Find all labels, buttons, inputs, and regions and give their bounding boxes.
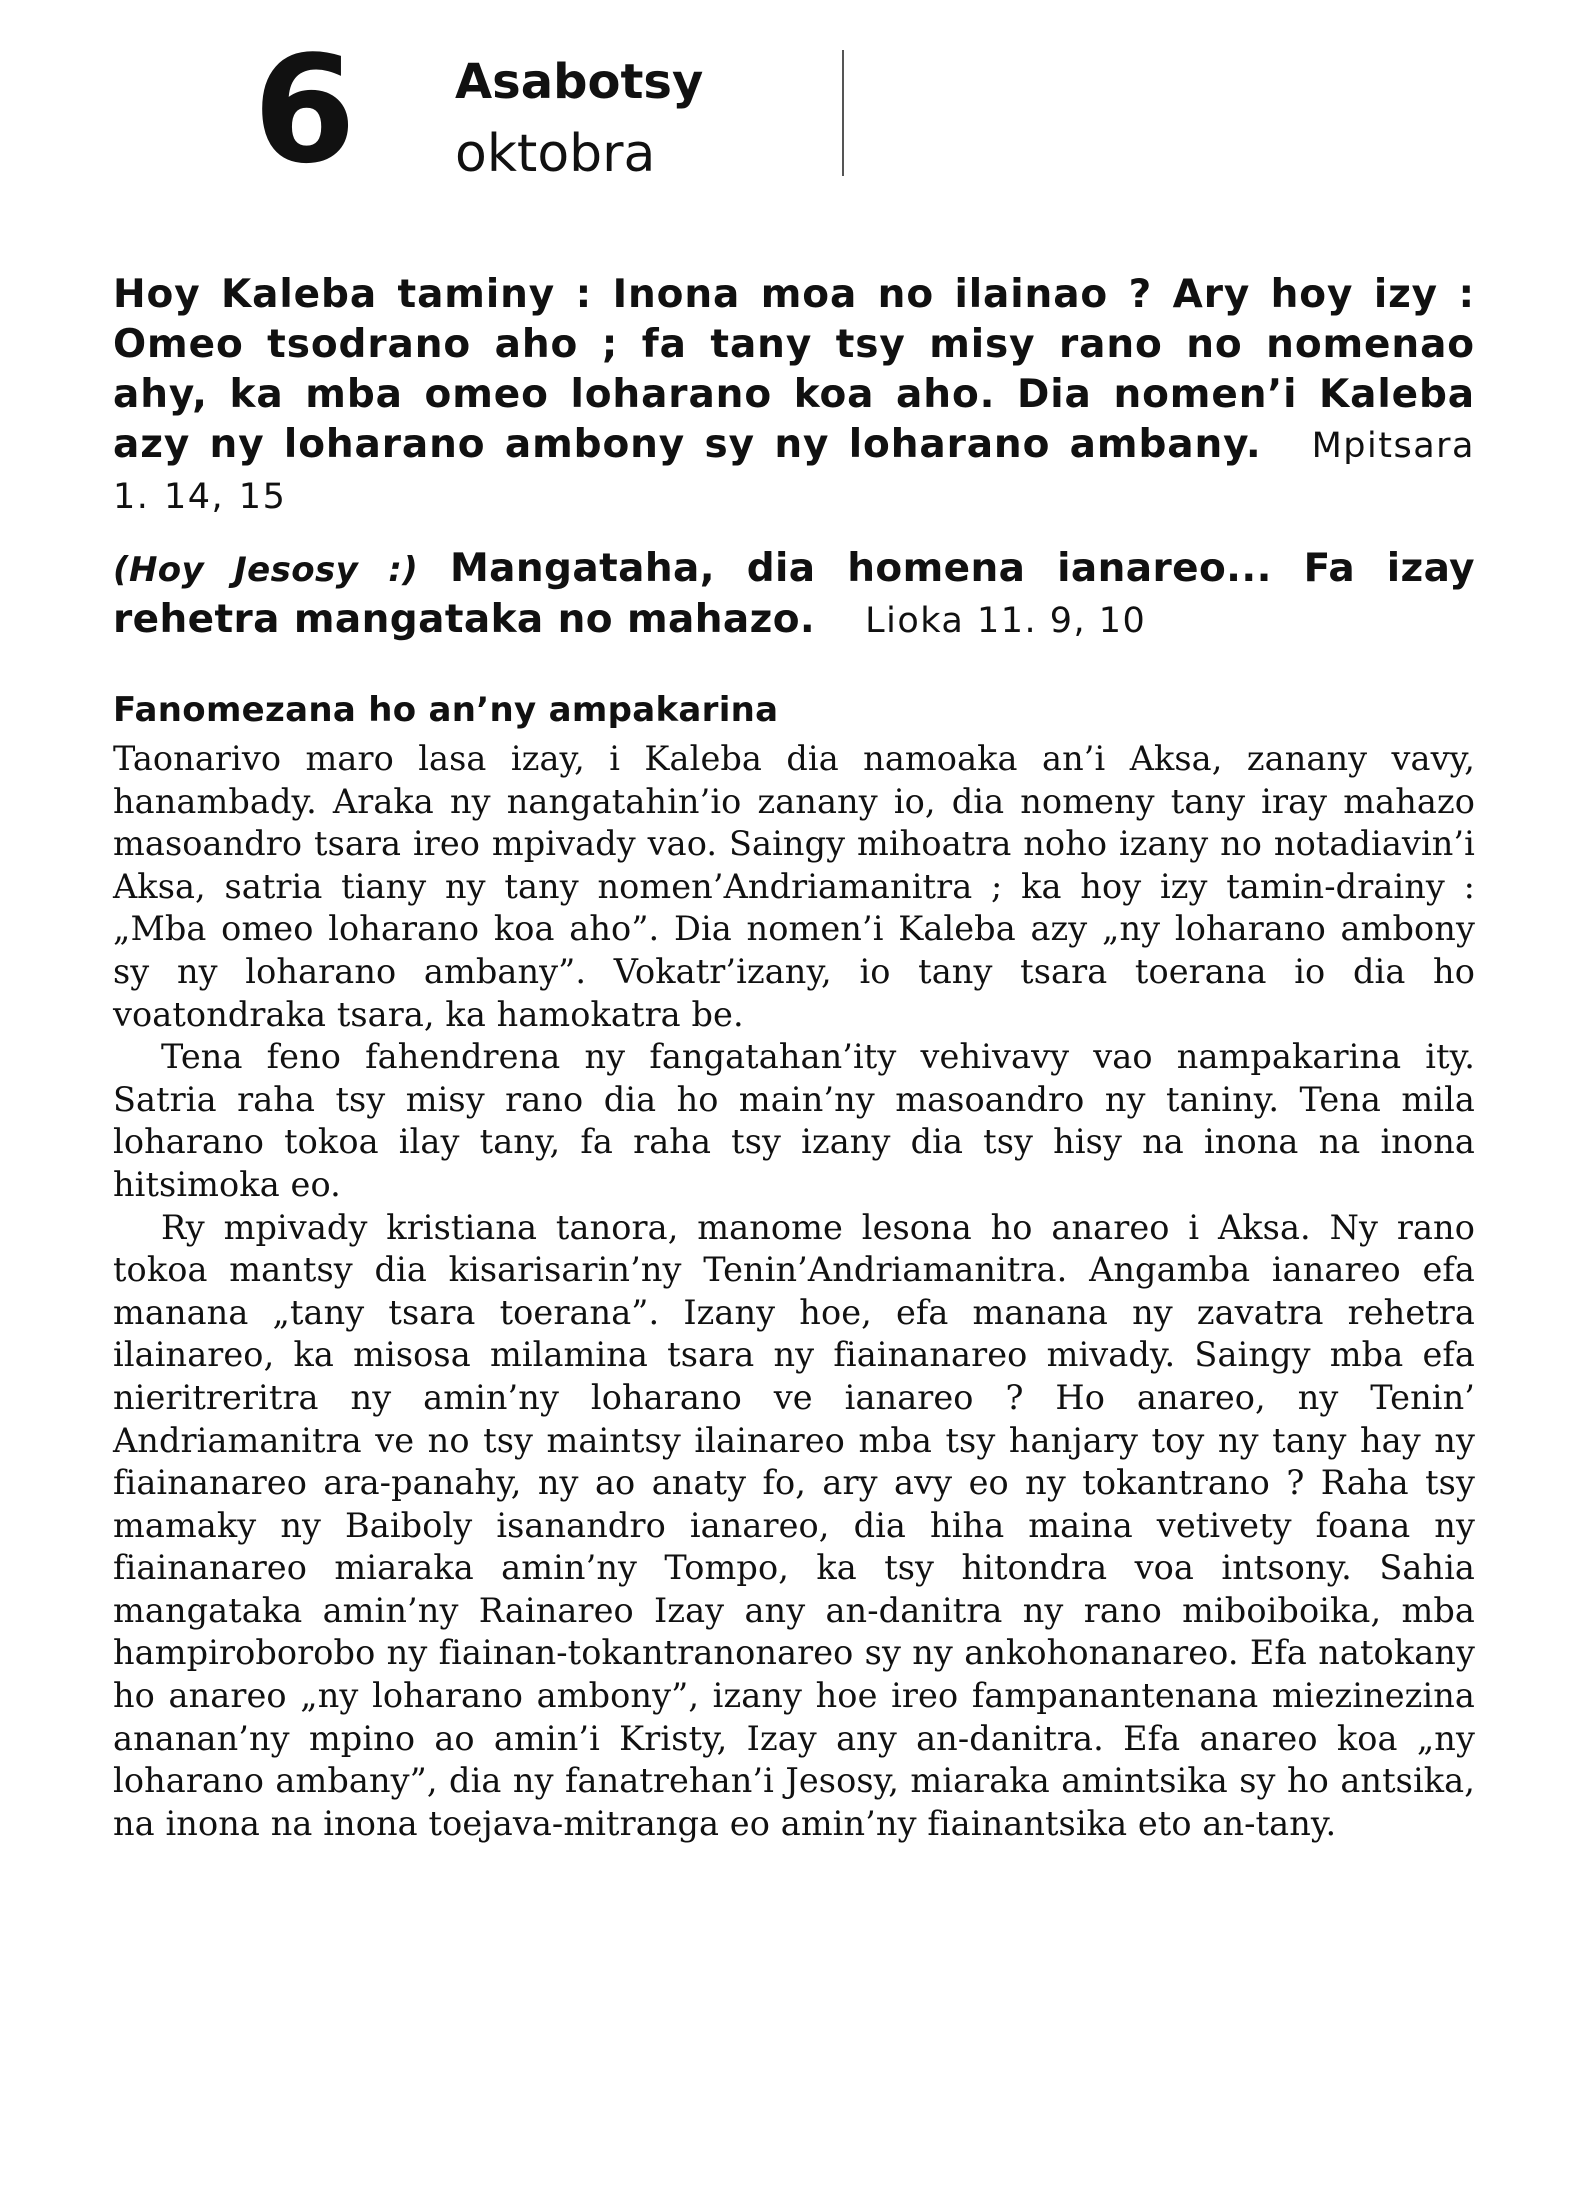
verse-text: Hoy Kaleba taminy : Inona moa no ilainao ? Ary hoy izy : Omeo tsodrano aho ; fa tany tsy misy rano no nomenao ahy, ka mba omeo loharano koa aho. Dia nomen’i Kaleba azy ny loharano ambony sy ny loharano ambany.: [113, 272, 1475, 467]
weekday: Asabotsy: [455, 54, 704, 110]
day-number: 6: [253, 24, 354, 196]
paragraph: Tena feno fahendrena ny fangatahan’ity vehivavy vao nampakarina ity. Satria raha tsy misy rano dia ho main’ny masoandro ny taniny. Tena mila loharano tokoa ilay tany, fa raha tsy izany dia tsy hisy na inona na inona hitsimoka eo.: [113, 1037, 1475, 1204]
month: oktobra: [455, 124, 656, 184]
devotional-page: [113, 24, 1475, 1845]
header-divider: [842, 50, 844, 176]
verse-quote: [113, 544, 1475, 646]
section-title: Fanomezana ho an’ny ampakarina: [113, 690, 779, 730]
paragraph: Taonarivo maro lasa izay, i Kaleba dia namoaka an’i Aksa, zanany vavy, hanambady. Araka ny nangatahin’io zanany io, dia nomeny tany iray mahazo masoandro tsara ireo mpivady vao. Saingy mihoatra noho izany no notadiavin’i Aksa, satria tiany ny tany nomen’Andriamanitra ; ka hoy izy tamin-drainy : „Mba omeo loharano koa aho”. Dia nomen’i Kaleba azy „ny loharano ambony sy ny loharano ambany”. Vokatr’izany, io tany tsara toerana io dia ho voatondraka tsara, ka hamokatra be.: [113, 739, 1475, 1034]
verse-quote: [113, 270, 1475, 522]
verse-reference: Mpitsara 1. 14, 15: [113, 426, 1475, 517]
verse-reference: Lioka 11. 9, 10: [865, 601, 1147, 641]
date-header: [113, 24, 1475, 216]
paragraph: Ry mpivady kristiana tanora, manome lesona ho anareo i Aksa. Ny rano tokoa mantsy dia kisarisarin’ny Tenin’Andriamanitra. Angamba ianareo efa manana „tany tsara toerana”. Izany hoe, efa manana ny zavatra rehetra ilainareo, ka misosa milamina tsara ny fiainanareo mivady. Saingy mba efa nieritreritra ny amin’ny loharano ve ianareo ? Ho anareo, ny Tenin’ Andriamanitra ve no tsy maintsy ilainareo mba tsy hanjary toy ny tany hay ny fiainanareo ara-panahy, ny ao anaty fo, ary avy eo ny tokantrano ? Raha tsy mamaky ny Baiboly isanandro ianareo, dia hiha maina vetivety foana ny fiainanareo miaraka amin’ny Tompo, ka tsy hitondra voa intsony. Sahia mangataka amin’ny Rainareo Izay any an-danitra ny rano miboiboika, mba hampiroborobo ny fiainan-tokantranonareo sy ny ankohonanareo. Efa natokany ho anareo „ny loharano ambony”, izany hoe ireo fampanantenana miezinezina ananan’ny mpino ao amin’i Kristy, Izay any an-danitra. Efa anareo koa „ny loharano ambany”, dia ny fanatrehan’i Jesosy, miaraka amintsika sy ho antsika, na inona na inona toejava-mitranga eo amin’ny fiainantsika eto an-tany.: [113, 1207, 1475, 1843]
verse-prefix: (Hoy Jesosy :): [113, 550, 419, 590]
verse-text: Mangataha, dia homena ianareo... Fa izay rehetra mangataka no mahazo.: [113, 546, 1475, 642]
